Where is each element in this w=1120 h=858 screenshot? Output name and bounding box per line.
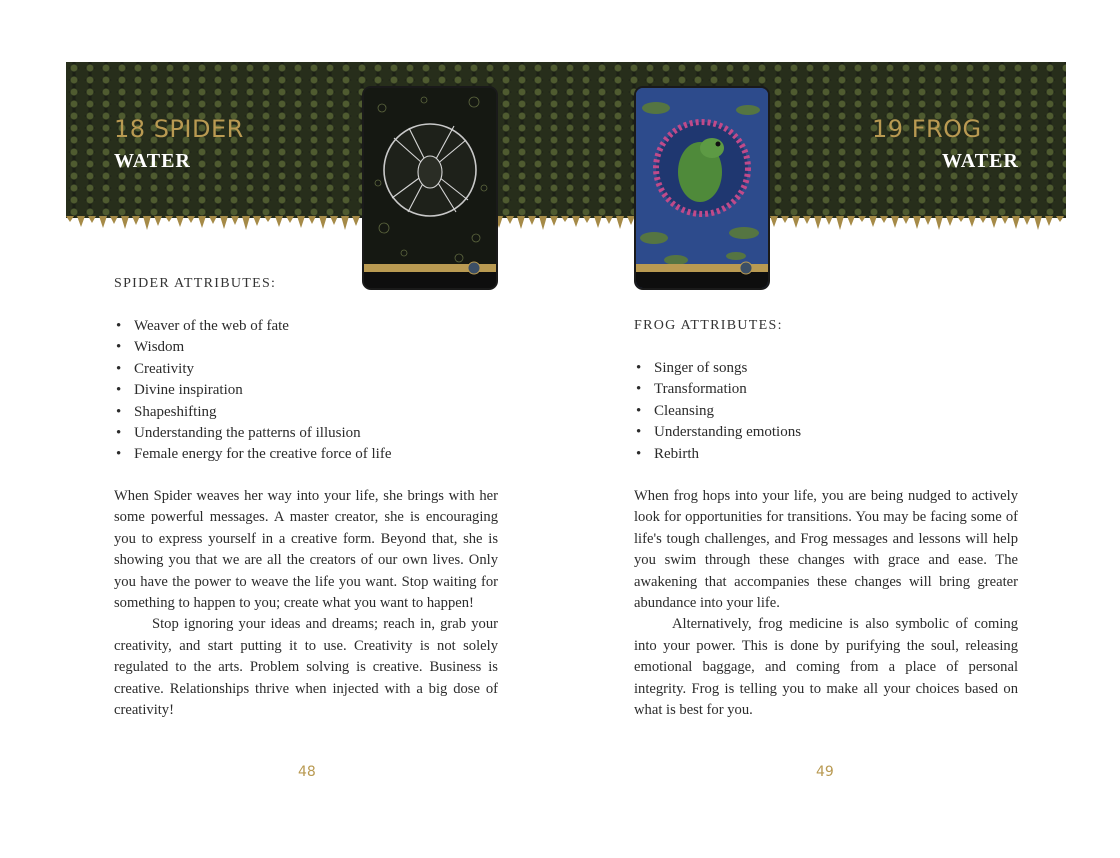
left-page-number: 48 [298, 764, 316, 780]
left-attributes-heading: SPIDER ATTRIBUTES: [114, 276, 277, 291]
left-attributes-list [114, 316, 392, 466]
right-element-label: WATER [942, 150, 1019, 172]
right-chapter-title [872, 115, 982, 143]
right-animal-name: FROG [911, 115, 982, 143]
left-attribute-item: • Divine inspiration [134, 380, 392, 401]
right-attribute-item: • Transformation [654, 379, 801, 400]
left-card-number: 18 [114, 115, 146, 143]
right-attributes-heading: FROG ATTRIBUTES: [634, 318, 783, 333]
right-attribute-item: • Understanding emotions [654, 422, 801, 443]
left-paragraph-1: When Spider weaves her way into your life, she brings with her some powerful messages. A master creator, she is encouraging you to express yourself in a creative form. Beyond that, she is showing you that we are all the creators of our own lives. Only you have the power to weave the life you want. Stop waiting for something to happen to you; create what you want to happen! [114, 488, 498, 612]
right-body-text [634, 486, 1018, 721]
left-attribute-item: • Shapeshifting [134, 402, 392, 423]
left-attribute-item: • Understanding the patterns of illusion [134, 423, 392, 444]
left-paragraph-2: Stop ignoring your ideas and dreams; reach in, grab your creativity, and start putting it to use. Creativity is not solely regulated to the arts. Problem solving is creative. Business is creative. Relationships thrive when injected with a big dose of creativity! [114, 616, 498, 719]
left-animal-name: SPIDER [153, 115, 244, 143]
right-paragraph-2: Alternatively, frog medicine is also symbolic of coming into your power. This is done by purifying the soul, releasing emotional baggage, and coming from a place of personal integrity. Frog is telling you to make all your choices based on what is best for you. [634, 616, 1018, 719]
left-attribute-item: • Female energy for the creative force of life [134, 444, 392, 465]
left-body-text [114, 486, 498, 721]
left-attribute-item: • Creativity [134, 359, 392, 380]
left-attribute-item: • Weaver of the web of fate [134, 316, 392, 337]
right-attribute-item: • Cleansing [654, 401, 801, 422]
right-page-number: 49 [816, 764, 834, 780]
spider-card-image [362, 86, 498, 290]
right-attribute-item: • Rebirth [654, 444, 801, 465]
left-element-label: WATER [114, 150, 191, 172]
right-paragraph-1: When frog hops into your life, you are being nudged to actively look for opportunities for transitions. You may be facing some of life's tough challenges, and Frog messages and lessons will help you swim through these changes with grace and ease. The awakening that accompanies these changes will bring greater abundance into your life. [634, 488, 1018, 612]
left-chapter-title [114, 115, 244, 143]
right-card-number: 19 [872, 115, 904, 143]
header-fringe [66, 216, 1066, 232]
frog-card-image [634, 86, 770, 290]
right-attribute-item: • Singer of songs [654, 358, 801, 379]
right-attributes-list [634, 358, 801, 465]
left-attribute-item: • Wisdom [134, 337, 392, 358]
